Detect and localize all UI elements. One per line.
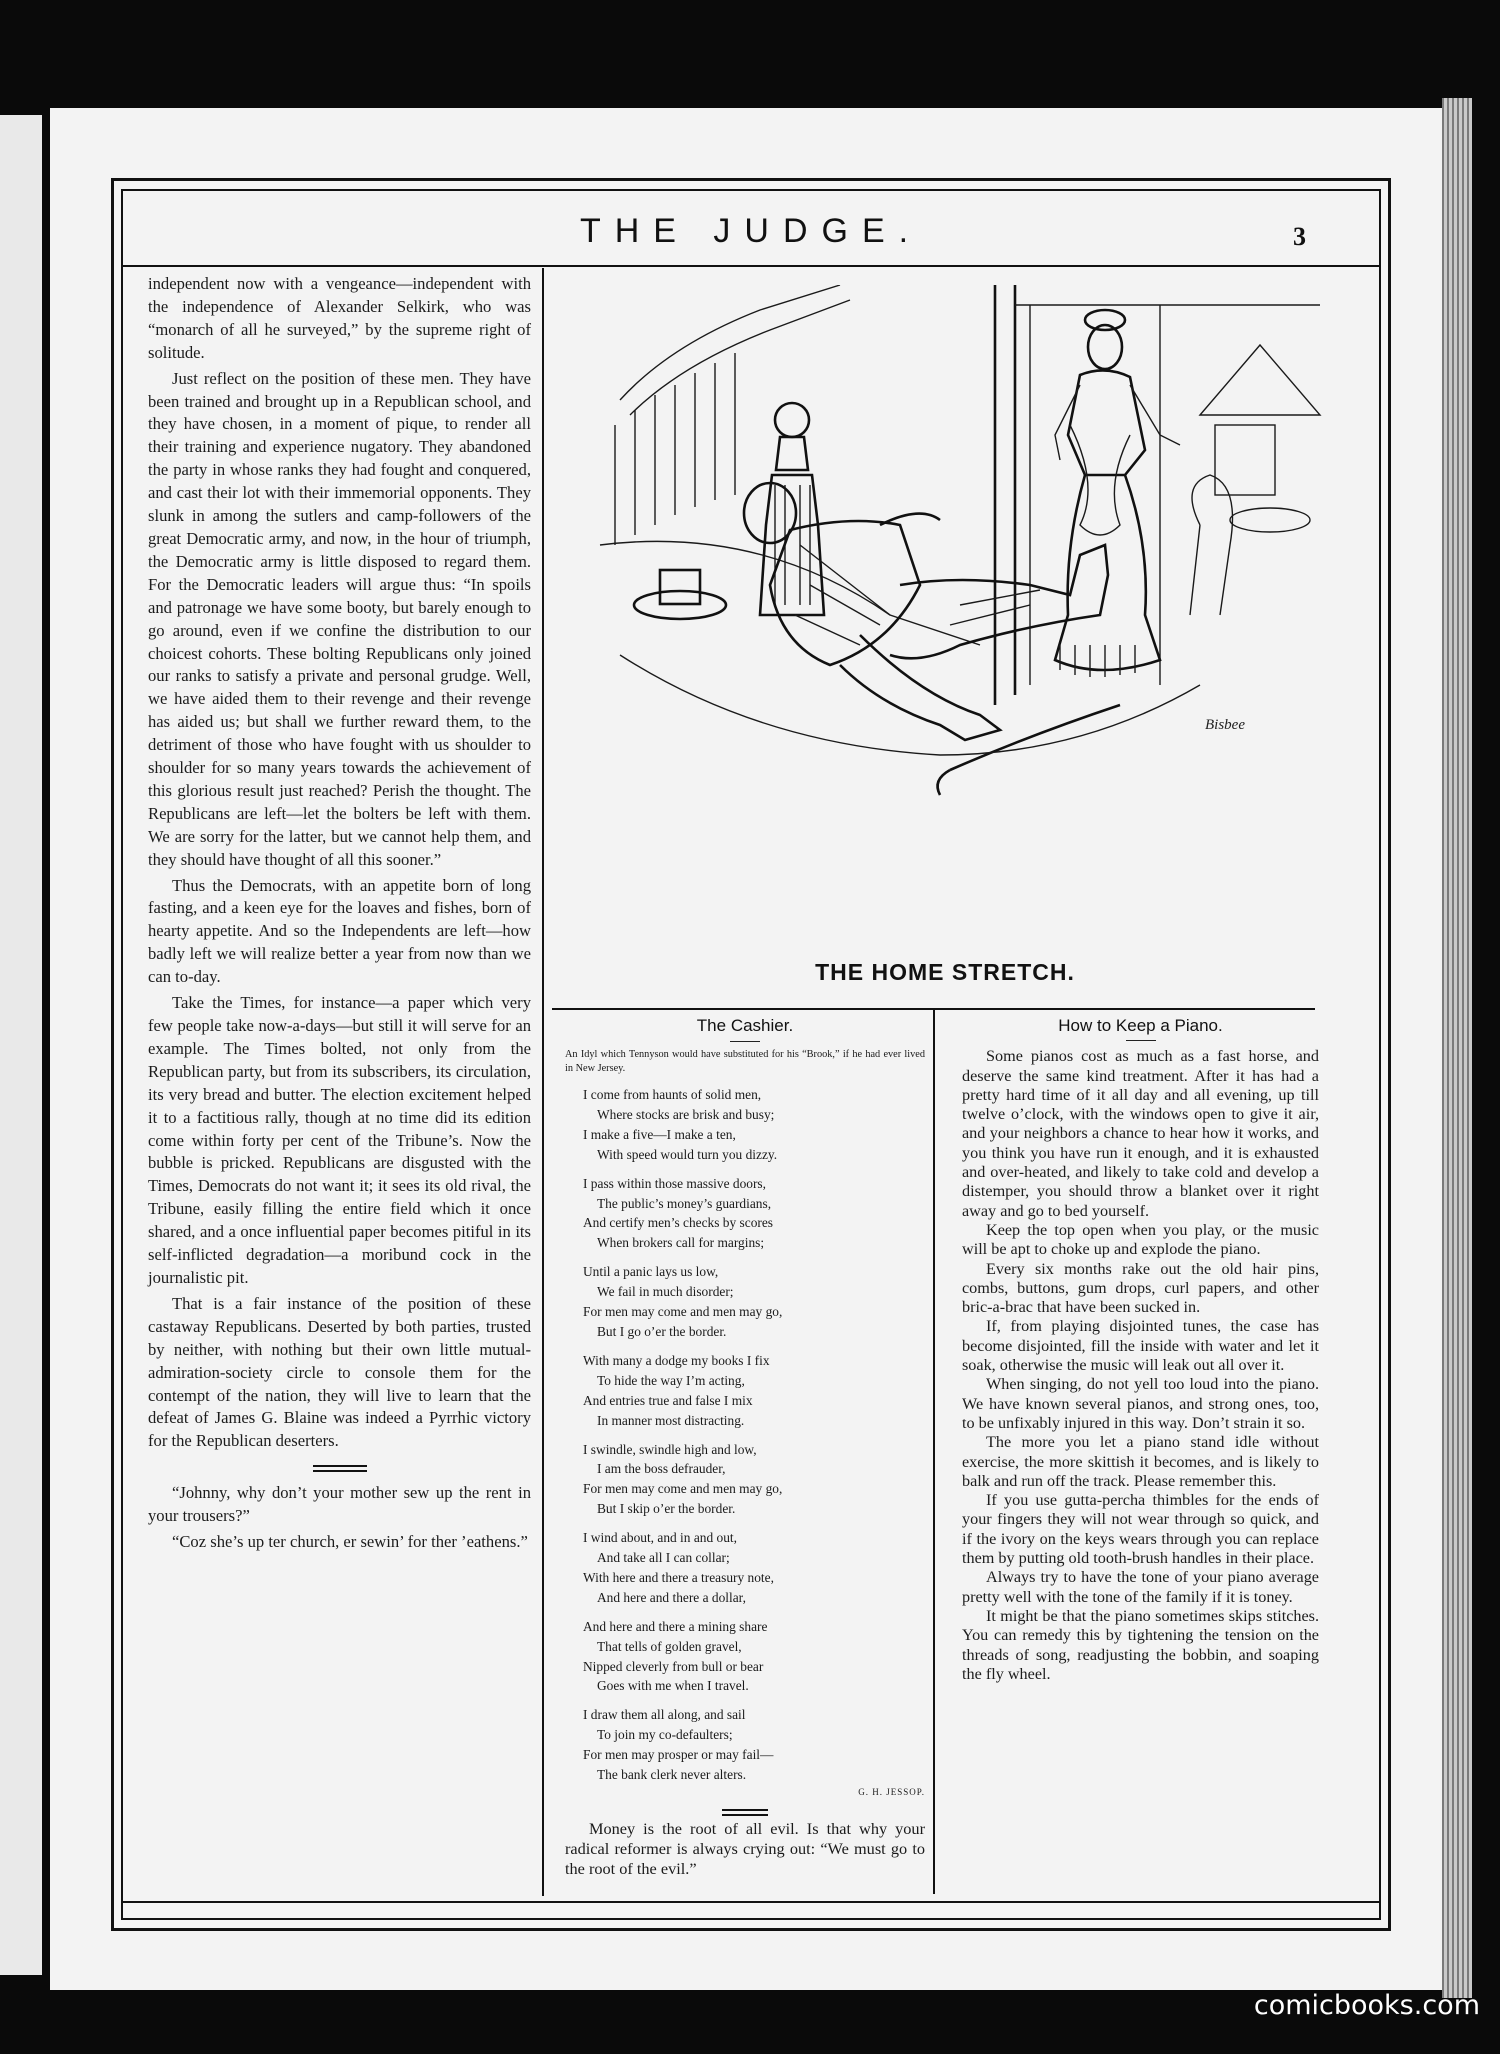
column-divider <box>933 1010 935 1894</box>
editorial-paragraph: Just reflect on the position of these men. They have been trained and brought up in a Republican school, and they have chosen, in a moment of pique, to render all their training and experience nugatory. They abandoned the party in whose ranks they had fought and conquered, and cast their lot with their immemorial opponents. They slunk in among the sutlers and camp-followers of the great Democratic army, and now, in the hour of triumph, the Democratic army is little disposed to regard them. For the Democratic leaders will argue thus: “In spoils and patronage we have some booty, but barely enough to go around, even if we confine the distribution to our choicest cohorts. These bolting Republicans only joined our ranks to satisfy a private and personal grudge. Well, we have aided them to their revenge and their revenge has aided us; but shall we further reward them, to the detriment of those who have fought with us shoulder to shoulder for so many years towards the achievement of this glorious result just reached? Perish the thought. The Republicans are left—let the bolters be left with them. We are sorry for the latter, but we cannot help them, and they should have thought of all this sooner.” <box>148 368 531 869</box>
poem-line: Until a panic lays us low, <box>583 1264 719 1280</box>
editorial-paragraph: independent now with a vengeance—independent with the independence of Alexander Selkirk, who was “monarch of all he surveyed,” by the supreme right of solitude. <box>148 274 531 362</box>
stair-railing <box>600 285 980 645</box>
column-divider <box>542 268 544 1896</box>
piano-article-column <box>962 1012 1319 1684</box>
article-paragraph: It might be that the piano sometimes skips stitches. You can remedy this by tightening the tension on the threads of song, readjusting the bobbin, and soaping the fly wheel. <box>962 1606 1319 1683</box>
fallen-man-figure <box>620 483 1200 795</box>
bottom-rule <box>123 1901 1379 1903</box>
watermark: comicbooks.com <box>1253 1990 1480 2021</box>
maid-figure <box>1055 310 1180 677</box>
poem-line: For men may come and men may go, <box>583 1481 783 1497</box>
page-number: 3 <box>1293 222 1306 251</box>
book-page-edges <box>1442 98 1472 1998</box>
article-paragraph: Some pianos cost as much as a fast horse, and deserve the same kind treatment. After it has had a pretty hard time of it all day and all evening, up till twelve o’clock, with the windows open to give it air, and your neighbors a chance to hear how it works, and you think you have run it enough, and it is exhausted and over-heated, and likely to take cold and develop a distemper, you should throw a blanket over it right away and go to bed yourself. <box>962 1047 1319 1220</box>
poem-line: For men may come and men may go, <box>583 1304 783 1320</box>
poem-line: And certify men’s checks by scores <box>583 1215 774 1231</box>
poem-line: For men may prosper or may fail— <box>583 1747 774 1763</box>
editorial-paragraph: Thus the Democrats, with an appetite born of long fasting, and a keen eye for the loaves and fishes, born of hearty appetite. And so the Independents are left—how badly left we will realize better a year from now than we can to-day. <box>148 875 531 987</box>
poem-stanza <box>565 1528 925 1608</box>
article-paragraph: Keep the top open when you play, or the music will be apt to choke up and explode the piano. <box>962 1220 1319 1259</box>
poem-line: I pass within those massive doors, <box>583 1175 766 1191</box>
poem-line: I make a five—I make a ten, <box>583 1126 736 1142</box>
money-paragraph: Money is the root of all evil. Is that why your radical reformer is always crying out: “We must go to the root of the evil.” <box>565 1819 925 1878</box>
editorial-paragraph: Take the Times, for instance—a paper which very few people take now-a-days—but still it will serve for an example. The Times bolted, not only from the Republican party, but from its subscribers, its circulation, its very bread and butter. The election excitement helped it to a factitious rally, though at no time did its edition come within forty per cent of the Tribune’s. Now the bubble is pricked. Republicans are disgusted with the Times, Democrats do not want it; it sees its old rival, the Tribune, easily filling the entire field which it once shared, and a once influential paper becomes pitiful in its self-inflicted degradation—a moribund cock in the journalistic pit. <box>148 993 531 1287</box>
poem-line: With here and there a treasury note, <box>583 1569 774 1585</box>
poem-line: Goes with me when I travel. <box>597 1678 749 1694</box>
poem-line: To join my co-defaulters; <box>597 1727 733 1743</box>
section-ornament <box>313 1465 367 1472</box>
cashier-poem-column <box>565 1012 925 1878</box>
poem-line: I come from haunts of solid men, <box>583 1087 762 1102</box>
poem-stanza <box>565 1440 925 1520</box>
poem-line: We fail in much disorder; <box>597 1284 734 1300</box>
poem-line: I swindle, swindle high and low, <box>583 1441 757 1457</box>
editorial-paragraph: That is a fair instance of the position of these castaway Republicans. Deserted by both parties, trusted by neither, with nothing but their own little mutual-admiration-society circle to console them for the contempt of the nation, they will live to learn that the defeat of James G. Blaine was indeed a Pyrrhic victory for the Republican deserters. <box>148 1293 531 1451</box>
poem-stanza <box>565 1705 925 1785</box>
poem-line: I draw them all along, and sail <box>583 1707 746 1723</box>
masthead-rule <box>123 265 1379 267</box>
poem-epigraph: An Idyl which Tennyson would have substituted for his “Brook,” if he had ever lived in New Jersey. <box>565 1049 925 1074</box>
section-ornament <box>722 1809 768 1816</box>
adjacent-page-edge <box>0 115 42 1975</box>
poem-line: And take all I can collar; <box>597 1550 730 1566</box>
poem-line: That tells of golden gravel, <box>597 1638 742 1654</box>
article-paragraph: Always try to have the tone of your piano average pretty well with the tone of the family if it is toney. <box>962 1568 1319 1606</box>
joke-line: “Johnny, why don’t your mother sew up the rent in your trousers?” <box>148 1483 531 1526</box>
poem-line: I wind about, and in and out, <box>583 1530 737 1546</box>
poem-line: With speed would turn you dizzy. <box>597 1146 778 1162</box>
poem-author: G. H. JESSOP. <box>858 1787 925 1797</box>
title-dash <box>730 1041 760 1042</box>
poem-line: To hide the way I’m acting, <box>597 1372 745 1388</box>
poem-line: I am the boss defrauder, <box>597 1461 726 1477</box>
article-paragraph: When singing, do not yell too loud into the piano. We have known several pianos, and strong ones, too, to be unfixably injured in this way. Don’t strain it so. <box>962 1375 1319 1432</box>
article-paragraph: Every six months rake out the old hair pins, combs, buttons, gum drops, curl papers, and other bric-a-brac that have been sucked in. <box>962 1259 1319 1317</box>
doorway <box>995 285 1320 705</box>
poem-stanza <box>565 1262 925 1342</box>
cartoon-illustration <box>560 285 1330 945</box>
article-paragraph: If, from playing disjointed tunes, the case has become disjointed, fill the inside with water and let it soak, otherwise the music will leak out all over it. <box>962 1317 1319 1375</box>
poem-line: But I go o’er the border. <box>597 1323 727 1339</box>
poem-line: And entries true and false I mix <box>583 1392 753 1408</box>
poem-stanza <box>565 1351 925 1431</box>
editorial-column <box>148 273 531 1554</box>
poem-line: Nipped cleverly from bull or bear <box>583 1658 764 1674</box>
article-paragraph: The more you let a piano stand idle without exercise, the more skittish it becomes, and is likely to balk and run off the track. Please remember this. <box>962 1433 1319 1490</box>
poem-line: In manner most distracting. <box>597 1412 745 1428</box>
article-paragraph: If you use gutta-percha thimbles for the ends of your fingers they will not wear through so quick, and if the ivory on the keys wears through you can replace them by putting old tooth-brush handles in their place. <box>962 1491 1319 1568</box>
poem-line: Where stocks are brisk and busy; <box>597 1106 775 1122</box>
poem-stanza <box>565 1085 925 1165</box>
poem-line: The bank clerk never alters. <box>597 1767 747 1783</box>
poem-line: And here and there a mining share <box>583 1618 768 1634</box>
artist-signature: Bisbee <box>1205 717 1245 733</box>
poem-stanza <box>565 1174 925 1254</box>
poem-line: But I skip o’er the border. <box>597 1501 736 1517</box>
title-dash <box>1126 1040 1156 1041</box>
article-title: How to Keep a Piano. <box>1058 1016 1223 1035</box>
poem-line: The public’s money’s guardians, <box>597 1195 772 1211</box>
poem-stanza <box>565 1617 925 1697</box>
poem-title: The Cashier. <box>696 1016 794 1035</box>
poem-line: When brokers call for margins; <box>597 1235 765 1251</box>
poem-line: With many a dodge my books I fix <box>583 1352 770 1368</box>
masthead-title: THE JUDGE. <box>579 212 923 250</box>
poem-line: And here and there a dollar, <box>597 1589 746 1605</box>
joke-line: “Coz she’s up ter church, er sewin’ for ther ’eathens.” <box>172 1532 528 1552</box>
cartoon-caption: THE HOME STRETCH. <box>815 959 1075 985</box>
